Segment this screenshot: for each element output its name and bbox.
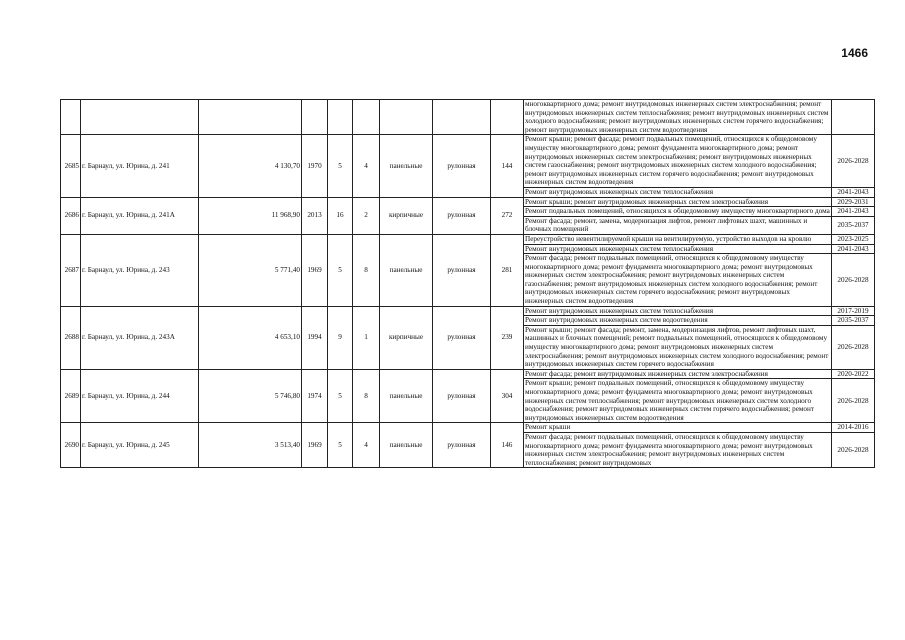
cell-number: 2687 (61, 234, 81, 306)
cell-entrances: 4 (353, 135, 380, 197)
cell-period: 2041-2043 (832, 244, 875, 254)
cell-work: Ремонт фасада; ремонт внутридомовых инженерных систем электроснабжения (524, 369, 832, 379)
table-row (61, 234, 875, 244)
table-row-continuation (61, 100, 875, 135)
cell-year: 1969 (302, 423, 328, 468)
cell-floors: 5 (328, 369, 353, 423)
cell-period: 2041-2043 (832, 207, 875, 217)
cell-number: 2686 (61, 197, 81, 234)
cell-apartments: 146 (491, 423, 524, 468)
cell-apartments: 304 (491, 369, 524, 423)
cell-wall-material: кирпичные (380, 197, 433, 234)
cell-address: г. Барнаул, ул. Юрина, д. 241 (81, 135, 199, 197)
cell-work: Ремонт внутридомовых инженерных систем теплоснабжения (524, 244, 832, 254)
cell-work: Ремонт фасада; ремонт, замена, модернизация лифтов, ремонт лифтовых шахт, машинных и блочных помещений (524, 216, 832, 234)
cell-floors: 16 (328, 197, 353, 234)
cell-address: г. Барнаул, ул. Юрина, д. 241А (81, 197, 199, 234)
table-row (61, 197, 875, 207)
cell-entrances (353, 100, 380, 135)
cell-entrances: 8 (353, 234, 380, 306)
cell-period: 2026-2028 (832, 379, 875, 423)
cell-work: Ремонт подвальных помещений, относящихся к общедомовому имуществу многоквартирного дома (525, 207, 830, 216)
cell-year: 1974 (302, 369, 328, 423)
cell-period (832, 100, 875, 135)
cell-wall-material: кирпичные (380, 306, 433, 369)
cell-year: 2013 (302, 197, 328, 234)
cell-entrances: 8 (353, 369, 380, 423)
cell-apartments (491, 100, 524, 135)
table-row (61, 306, 875, 316)
cell-roof-type: рулонная (433, 369, 491, 423)
cell-entrances: 2 (353, 197, 380, 234)
cell-wall-material (380, 100, 433, 135)
cell-work: Ремонт внутридомовых инженерных систем водоотведения (524, 316, 832, 326)
cell-area: 3 513,40 (199, 423, 302, 468)
cell-floors: 5 (328, 234, 353, 306)
cell-entrances: 1 (353, 306, 380, 369)
table-row (61, 135, 875, 188)
cell-area: 5 771,40 (199, 234, 302, 306)
cell-address: г. Барнаул, ул. Юрина, д. 243А (81, 306, 199, 369)
cell-period: 2035-2037 (832, 316, 875, 326)
cell-area: 11 968,90 (199, 197, 302, 234)
cell-number: 2685 (61, 135, 81, 197)
cell-work: Ремонт крыши; ремонт подвальных помещений, относящихся к общедомовому имуществу многоквартирного дома; ремонт фундамента многоквартирного дома; ремонт внутридомовых инженерных систем теплоснабжения; ремонт внутридомовых инженерных систем холодного водоснабжения; ремонт внутридомовых инженерных систем горячего водоснабжения; ремонт внутридомовых инженерных систем водоотведения (524, 379, 832, 423)
cell-roof-type: рулонная (433, 234, 491, 306)
cell-period: 2035-2037 (832, 216, 875, 234)
cell-roof-type: рулонная (433, 423, 491, 468)
cell-address (81, 100, 199, 135)
cell-floors: 9 (328, 306, 353, 369)
cell-apartments: 272 (491, 197, 524, 234)
table-row (61, 369, 875, 379)
cell-work: Ремонт фасада; ремонт подвальных помещений, относящихся к общедомовому имуществу многоквартирного дома; ремонт фундамента многоквартирного дома; ремонт внутридомовых инженерных систем электроснабжения; ремонт внутридомовых инженерных систем теплоснабжения; ремонт внутридомовых (524, 432, 832, 467)
cell-period: 2014-2016 (832, 423, 875, 433)
cell-number: 2690 (61, 423, 81, 468)
cell-period: 2026-2028 (832, 432, 875, 467)
cell-floors (328, 100, 353, 135)
cell-wall-material: панельные (380, 423, 433, 468)
cell-apartments: 239 (491, 306, 524, 369)
cell-period: 2026-2028 (832, 254, 875, 307)
cell-work: Ремонт крыши; ремонт фасада; ремонт подвальных помещений, относящихся к общедомовому имуществу многоквартирного дома; ремонт фундамента многоквартирного дома; ремонт внутридомовых инженерных систем электроснабжения; ремонт внутридомовых инженерных систем газоснабжения; ремонт внутридомовых инженерных систем холодного водоснабжения; ремонт внутридомовых инженерных систем горячего водоснабжения; ремонт внутридомовых инженерных систем водоотведения (524, 135, 832, 188)
cell-number: 2689 (61, 369, 81, 423)
page-number: 1466 (841, 46, 868, 60)
cell-number (61, 100, 81, 135)
cell-area: 4 130,70 (199, 135, 302, 197)
cell-wall-material: панельные (380, 234, 433, 306)
cell-wall-material: панельные (380, 369, 433, 423)
cell-roof-type: рулонная (433, 197, 491, 234)
cell-period: 2026-2028 (832, 135, 875, 188)
cell-area (199, 100, 302, 135)
cell-work: многоквартирного дома; ремонт внутридомовых инженерных систем электроснабжения; ремонт внутридомовых инженерных систем теплоснабжения; ремонт внутридомовых инженерных систем холодного водоснабжения; ремонт внутридомовых инженерных систем горячего водоснабжения; ремонт внутридомовых инженерных систем водоотведения (524, 100, 832, 135)
cell-work: Ремонт крыши; ремонт внутридомовых инженерных систем электроснабжения (524, 197, 832, 207)
cell-period: 2041-2043 (832, 187, 875, 197)
cell-year (302, 100, 328, 135)
cell-period: 2020-2022 (832, 369, 875, 379)
cell-floors: 5 (328, 135, 353, 197)
cell-period: 2026-2028 (832, 325, 875, 369)
cell-period: 2029-2031 (832, 197, 875, 207)
cell-apartments: 144 (491, 135, 524, 197)
repair-schedule-table (60, 99, 875, 468)
cell-number: 2688 (61, 306, 81, 369)
cell-address: г. Барнаул, ул. Юрина, д. 244 (81, 369, 199, 423)
cell-work: Ремонт крыши (524, 423, 832, 433)
cell-year: 1969 (302, 234, 328, 306)
cell-year: 1970 (302, 135, 328, 197)
cell-floors: 5 (328, 423, 353, 468)
table-row (61, 423, 875, 433)
cell-work: Ремонт фасада; ремонт подвальных помещений, относящихся к общедомовому имуществу многоквартирного дома; ремонт фундамента многоквартирного дома; ремонт внутридомовых инженерных систем электроснабжения; ремонт внутридомовых инженерных систем газоснабжения; ремонт внутридомовых инженерных систем холодного водоснабжения; ремонт внутридомовых инженерных систем горячего водоснабжения; ремонт внутридомовых инженерных систем водоотведения (524, 254, 832, 307)
cell-year: 1994 (302, 306, 328, 369)
cell-work: Ремонт внутридомовых инженерных систем теплоснабжения (524, 306, 832, 316)
cell-period: 2023-2025 (832, 234, 875, 244)
cell-area: 5 746,80 (199, 369, 302, 423)
cell-apartments: 281 (491, 234, 524, 306)
cell-roof-type: рулонная (433, 135, 491, 197)
cell-roof-type: рулонная (433, 306, 491, 369)
cell-work: Ремонт внутридомовых инженерных систем теплоснабжения (524, 187, 832, 197)
table-body (61, 100, 875, 468)
cell-address: г. Барнаул, ул. Юрина, д. 243 (81, 234, 199, 306)
cell-entrances: 4 (353, 423, 380, 468)
cell-wall-material: панельные (380, 135, 433, 197)
cell-address: г. Барнаул, ул. Юрина, д. 245 (81, 423, 199, 468)
cell-work: Ремонт крыши; ремонт фасада; ремонт, замена, модернизация лифтов, ремонт лифтовых шахт, машинных и блочных помещений; ремонт подвальных помещений, относящихся к общедомовому имуществу многоквартирного дома; ремонт внутридомовых инженерных систем электроснабжения; ремонт внутридомовых инженерных систем холодного водоснабжения; ремонт внутридомовых инженерных систем горячего водоснабжения (524, 325, 832, 369)
cell-area: 4 653,10 (199, 306, 302, 369)
cell-period: 2017-2019 (832, 306, 875, 316)
cell-roof-type (433, 100, 491, 135)
cell-work: Переустройство невентилируемой крыши на вентилируемую, устройство выходов на кровлю (524, 234, 832, 244)
